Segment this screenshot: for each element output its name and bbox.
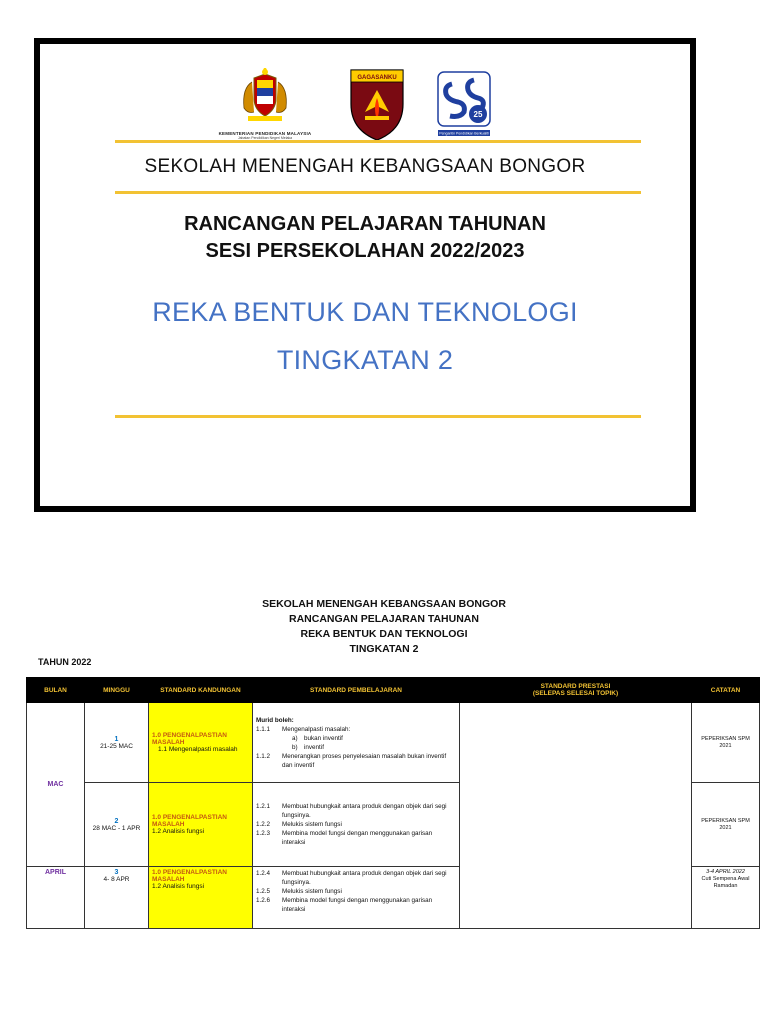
sk-title: 1.0 PENGENALPASTIAN MASALAH bbox=[152, 814, 228, 828]
standard-pembelajaran-cell bbox=[253, 867, 460, 929]
standard-kandungan-cell bbox=[149, 867, 253, 929]
week-date: 4- 8 APR bbox=[103, 876, 130, 883]
sp-subitem bbox=[256, 734, 456, 743]
sp-num: 1.2.3 bbox=[256, 830, 271, 837]
sp-text: Membuat hubungkait antara produk dengan objek dari segi fungsinya. bbox=[282, 870, 447, 886]
sk-sub: 1.2 Analisis fungsi bbox=[152, 828, 205, 835]
sp-text: bukan inventif bbox=[304, 734, 343, 742]
minggu-cell bbox=[85, 783, 149, 867]
catatan-date: 3-4 APRIL 2022 bbox=[706, 869, 745, 875]
cover-subject bbox=[40, 288, 690, 384]
sekolah-seri-caption: Pengantin Pendidikan Berkualiti bbox=[439, 131, 489, 136]
sk-title: 1.0 PENGENALPASTIAN MASALAH bbox=[152, 732, 228, 746]
bulan-cell: APRIL bbox=[27, 867, 85, 929]
week-date: 28 MAC - 1 APR bbox=[92, 824, 141, 832]
cover-subject-line1: REKA BENTUK DAN TEKNOLOGI bbox=[152, 297, 578, 327]
year-label: TAHUN 2022 bbox=[38, 657, 92, 667]
divider-line bbox=[115, 140, 641, 143]
sp-item bbox=[256, 802, 456, 820]
standard-kandungan-cell bbox=[149, 703, 253, 783]
catatan-cell bbox=[692, 867, 760, 929]
sp-text: Membina model fungsi dengan menggunakan garisan interaksi bbox=[282, 897, 433, 913]
sp-text: Membina model fungsi dengan menggunakan garisan interaksi bbox=[282, 830, 433, 846]
doc-header-line3: REKA BENTUK DAN TEKNOLOGI bbox=[300, 628, 468, 640]
sp-text: Mengenalpasti masalah: bbox=[282, 725, 351, 733]
bulan-cell: MAC bbox=[27, 703, 85, 867]
header-minggu: MINGGU bbox=[85, 678, 149, 703]
sp-text: inventif bbox=[304, 743, 324, 751]
cover-title bbox=[40, 211, 690, 265]
doc-header-line2: RANCANGAN PELAJARAN TAHUNAN bbox=[289, 613, 479, 625]
standard-kandungan-cell bbox=[149, 783, 253, 867]
sp-lead: Murid boleh: bbox=[256, 716, 294, 724]
school-crest-logo bbox=[345, 64, 409, 144]
kpm-crest-logo bbox=[215, 68, 315, 146]
sp-item bbox=[256, 896, 456, 914]
header-standard-pembelajaran: STANDARD PEMBELAJARAN bbox=[253, 678, 460, 703]
header-catatan: CATATAN bbox=[692, 678, 760, 703]
cover-school-name: SEKOLAH MENENGAH KEBANGSAAN BONGOR bbox=[144, 156, 586, 177]
sp-item bbox=[256, 820, 456, 829]
school-motto: GAGASANKU bbox=[357, 75, 397, 81]
header-bulan: BULAN bbox=[27, 678, 85, 703]
catatan-note: Cuti Sempena Awal Ramadan bbox=[701, 876, 750, 889]
lesson-plan-table bbox=[26, 677, 760, 929]
sp-num: 1.2.2 bbox=[256, 821, 271, 828]
cover-title-line2: SESI PERSEKOLAHAN 2022/2023 bbox=[205, 240, 525, 262]
sp-text: Melukis sistem fungsi bbox=[282, 888, 342, 895]
sekolah-seri-number: 25 bbox=[473, 110, 483, 119]
standard-prestasi-cell bbox=[460, 703, 692, 929]
sp-item bbox=[256, 725, 456, 734]
cover-subject-line2: TINGKATAN 2 bbox=[276, 345, 454, 375]
sekolah-seri-logo bbox=[434, 64, 494, 144]
standard-pembelajaran-cell bbox=[253, 703, 460, 783]
minggu-cell bbox=[85, 703, 149, 783]
catatan-cell: PEPERIKSAN SPM 2021 bbox=[692, 783, 760, 867]
table-row bbox=[27, 703, 760, 783]
catatan-cell: PEPERIKSAN SPM 2021 bbox=[692, 703, 760, 783]
document-header bbox=[0, 597, 768, 657]
doc-header-line4: TINGKATAN 2 bbox=[349, 643, 419, 655]
kpm-subcaption: Jabatan Pendidikan Negeri Melaka bbox=[237, 136, 293, 140]
sp-num: 1.1.1 bbox=[256, 725, 271, 733]
divider-line bbox=[115, 191, 641, 194]
sp-item bbox=[256, 887, 456, 896]
sp-text: Membuat hubungkait antara produk dengan objek dari segi fungsinya. bbox=[282, 803, 447, 819]
minggu-cell bbox=[85, 867, 149, 929]
header-prestasi-line2: (SELEPAS SELESAI TOPIK) bbox=[532, 690, 619, 697]
sp-num: 1.2.1 bbox=[256, 803, 271, 810]
sp-num: 1.1.2 bbox=[256, 752, 271, 760]
kpm-caption: KEMENTERIAN PENDIDIKAN MALAYSIA bbox=[218, 131, 312, 136]
week-date: 21-25 MAC bbox=[100, 742, 133, 750]
sp-subitem bbox=[256, 743, 456, 752]
doc-header-line1: SEKOLAH MENENGAH KEBANGSAAN BONGOR bbox=[262, 598, 506, 610]
sp-num: 1.2.5 bbox=[256, 888, 271, 895]
header-standard-prestasi bbox=[460, 678, 692, 703]
sp-text: Melukis sistem fungsi bbox=[282, 821, 342, 828]
sp-num: b) bbox=[292, 743, 298, 751]
sp-item bbox=[256, 829, 456, 847]
sp-num: 1.2.6 bbox=[256, 897, 271, 904]
sk-sub: 1.1 Mengenalpasti masalah bbox=[158, 746, 238, 753]
sp-num: a) bbox=[292, 734, 298, 742]
week-number: 2 bbox=[114, 817, 119, 825]
week-number: 1 bbox=[114, 735, 119, 743]
table-header-row bbox=[27, 678, 760, 703]
standard-pembelajaran-cell bbox=[253, 783, 460, 867]
sk-sub: 1.2 Analisis fungsi bbox=[152, 883, 205, 890]
sp-item bbox=[256, 752, 456, 770]
week-number: 3 bbox=[114, 869, 119, 876]
cover-title-line1: RANCANGAN PELAJARAN TAHUNAN bbox=[184, 213, 546, 235]
header-standard-kandungan: STANDARD KANDUNGAN bbox=[149, 678, 253, 703]
cover-page-frame bbox=[34, 38, 696, 512]
sp-item bbox=[256, 869, 456, 887]
sk-title: 1.0 PENGENALPASTIAN MASALAH bbox=[152, 869, 228, 883]
sp-text: Menerangkan proses penyelesaian masalah bukan inventif dan inventif bbox=[282, 752, 447, 769]
divider-line bbox=[115, 415, 641, 418]
header-prestasi-line1: STANDARD PRESTASI bbox=[540, 683, 611, 690]
sp-num: 1.2.4 bbox=[256, 870, 271, 877]
